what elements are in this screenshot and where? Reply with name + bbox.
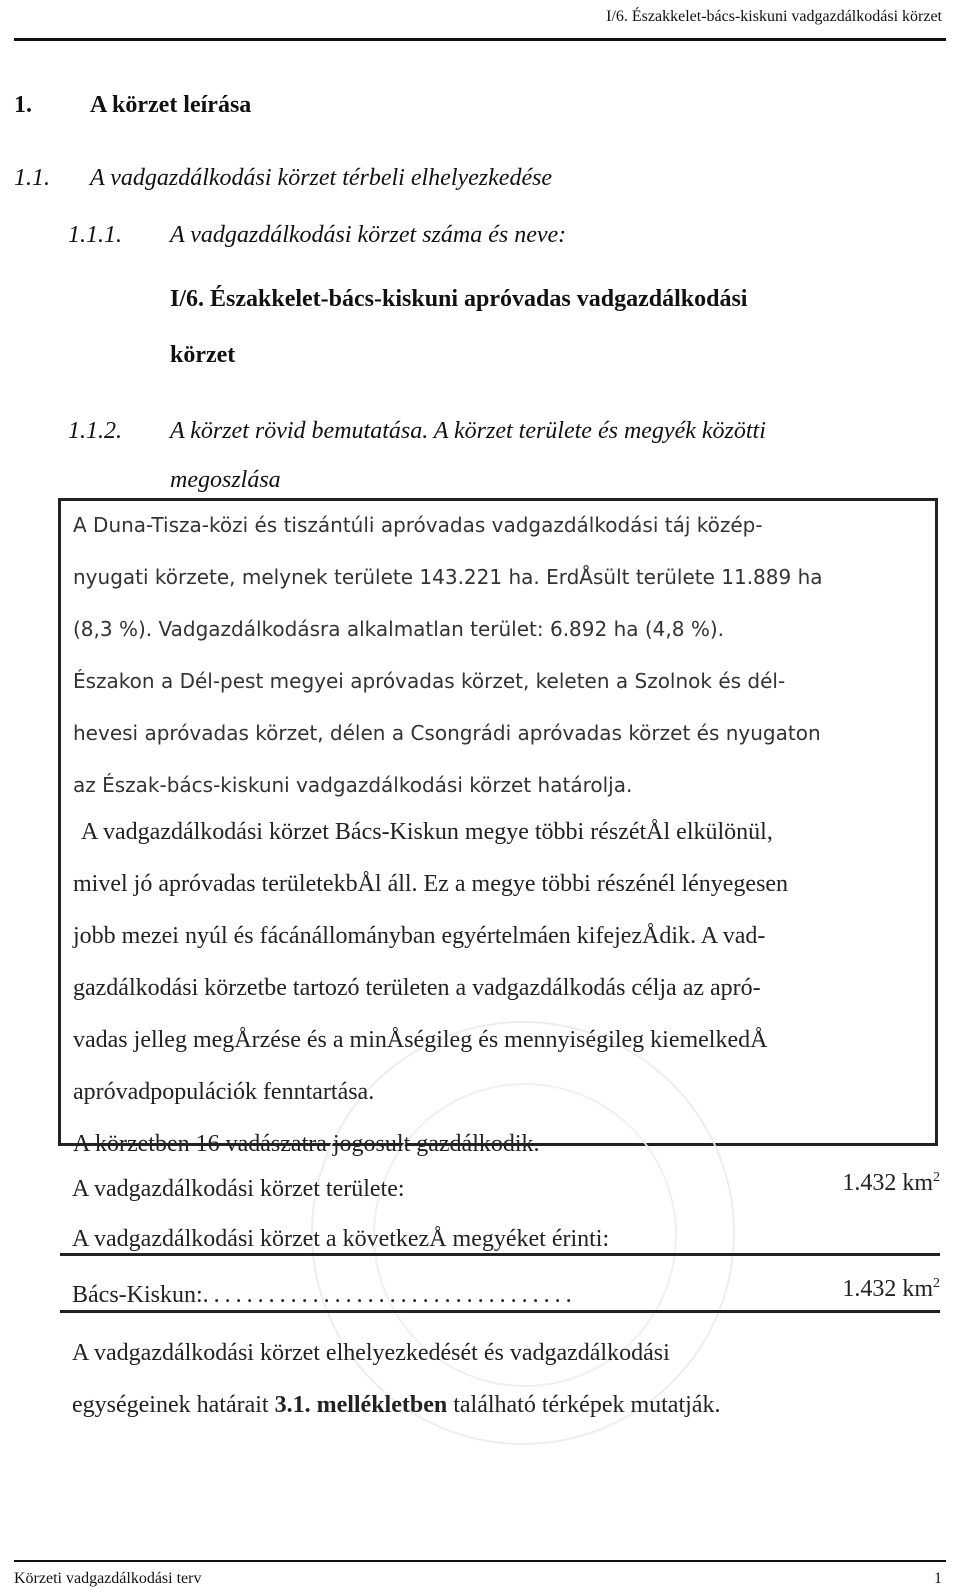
annex-reference[interactable]: 3.1. mellékletben	[274, 1392, 448, 1418]
section-number: 1.1.1.	[68, 222, 122, 248]
box-line: A körzetben 16 vadászatra jogosult gazdálkodik.	[73, 1131, 540, 1157]
footer-title: Körzeti vadgazdálkodási terv	[14, 1570, 202, 1587]
section-heading-1-1-1	[68, 222, 566, 249]
region-name-line-1: I/6. Északkelet-bács-kiskuni apróvadas vadgazdálkodási	[170, 286, 748, 312]
running-header: I/6. Északkelet-bács-kiskuni vadgazdálkodási körzet	[606, 8, 942, 25]
section-title: A vadgazdálkodási körzet térbeli elhelyezkedése	[90, 165, 553, 191]
section-number: 1.1.2.	[68, 418, 122, 444]
box-line: (8,3 %). Vadgazdálkodásra alkalmatlan terület: 6.892 ha (4,8 %).	[73, 617, 724, 641]
section-number: 1.	[14, 92, 32, 118]
region-name-line-2: körzet	[170, 342, 236, 368]
description-box	[58, 498, 938, 1157]
box-line: vadas jelleg megÅrzése és a minÅségileg és mennyiségileg kiemelkedÅ	[73, 1027, 768, 1053]
leader-dots: ..................................	[202, 1282, 577, 1308]
header-rule	[14, 38, 946, 41]
footer-rule	[14, 1560, 946, 1562]
closing-line-1: A vadgazdálkodási körzet elhelyezkedését és vadgazdálkodási	[72, 1340, 670, 1366]
box-line: hevesi apróvadas körzet, délen a Csongrádi apróvadas körzet és nyugaton	[73, 721, 821, 745]
county-value: 1.432 $km^2$	[842, 1276, 940, 1302]
box-line: az Észak-bács-kiskuni vadgazdálkodási körzet határolja.	[73, 773, 633, 797]
counties-label: A vadgazdálkodási körzet a következÅ megyéket érinti:	[72, 1226, 610, 1252]
rule	[60, 1253, 940, 1256]
section-number: 1.1.	[14, 165, 50, 191]
box-line: gazdálkodási körzetbe tartozó területen a vadgazdálkodás célja az apró-	[73, 975, 761, 1001]
box-line: Északon a Dél-pest megyei apróvadas körzet, keleten a Szolnok és dél-	[73, 669, 786, 693]
box-line: jobb mezei nyúl és fácánállományban egyértelmáen kifejezÅdik. A vad-	[73, 923, 766, 949]
section-title: A körzet leírása	[90, 92, 252, 118]
section-title: A körzet rövid bemutatása. A körzet területe és megyék közötti	[170, 418, 766, 444]
box-line: apróvadpopulációk fenntartása.	[73, 1079, 375, 1105]
area-value: 1.432 $km^2$	[842, 1170, 940, 1196]
county-row	[72, 1282, 577, 1309]
section-heading-1-1	[14, 165, 552, 192]
area-label: A vadgazdálkodási körzet területe:	[72, 1176, 405, 1202]
county-name: Bács-Kiskun:	[72, 1282, 203, 1308]
section-heading-1	[14, 92, 251, 119]
section-title: A vadgazdálkodási körzet száma és neve:	[170, 222, 567, 248]
section-heading-1-1-2-cont: megoszlása	[170, 467, 281, 493]
box-line: mivel jó apróvadas területekbÅl áll. Ez a megye többi részénél lényegesen	[73, 871, 789, 897]
closing-line-2: egységeinek határait 3.1. mellékletben található térképek mutatják.	[72, 1392, 721, 1418]
section-heading-1-1-2	[68, 418, 766, 445]
rule	[60, 1310, 940, 1313]
box-line: nyugati körzete, melynek területe 143.221 ha. ErdÅsült területe 11.889 ha	[73, 565, 823, 589]
box-line: A vadgazdálkodási körzet Bács-Kiskun megye többi részétÅl elkülönül,	[81, 819, 773, 845]
box-line: A Duna-Tisza-közi és tiszántúli apróvadas vadgazdálkodási táj közép-	[73, 513, 763, 537]
page-number: 1	[934, 1570, 942, 1587]
